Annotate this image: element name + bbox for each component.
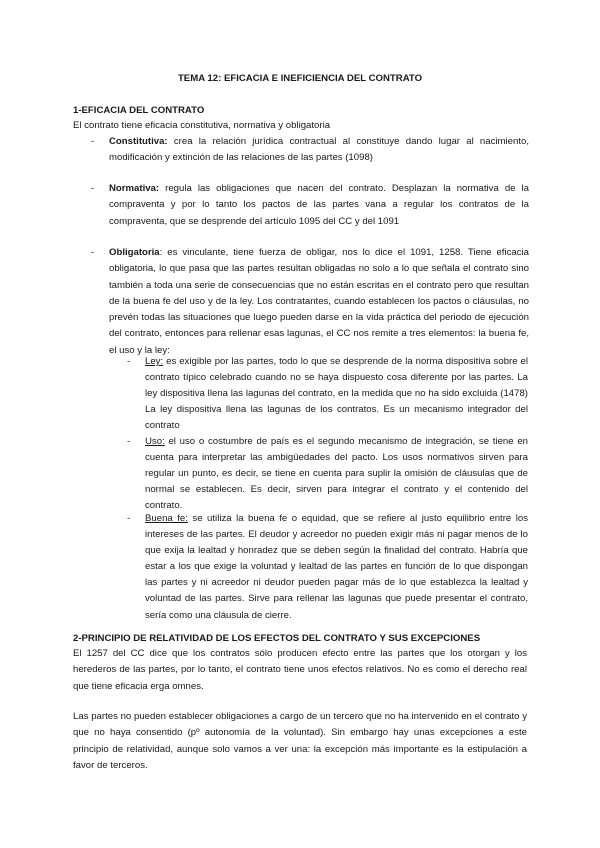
- bullet-dash: -: [91, 183, 95, 194]
- sub-bullet-dash: -: [127, 436, 131, 447]
- term-buena-fe: Buena fe:: [145, 513, 188, 524]
- section-1-heading: 1-EFICACIA DEL CONTRATO: [73, 105, 205, 116]
- sub-item-buena-fe: [145, 511, 528, 624]
- term-ley: Ley:: [145, 356, 164, 367]
- text-obligatoria: : es vinculante, tiene fuerza de obligar, nos lo dice el 1091, 1258. Tiene eficacia obligatoria, lo que pasa que las partes resultan obligadas no solo a lo que señala el contrato sino también a toda una serie de consecuencias que no están escritas en el contrato pero que resultan de la buena fe del uso y de la ley. Los contratantes, cuando establecen los pactos o cláusulas, no prevén todas las situaciones que luego pueden darse en la vida práctica del periodo de ejecución del contrato, entonces para rellenar esas lagunas, el CC nos remite a tres elementos: la buena fe, el uso y la ley:: [109, 247, 529, 356]
- term-normativa: Normativa:: [109, 183, 160, 194]
- text-uso: el uso o costumbre de país es el segundo mecanismo de integración, se tiene en cuenta para interpretar las ambigüedades del pacto. Los usos normativos sirven para regular un punto, es decir, se tiene en cuenta para suplir la omisión de cláusulas que de normal se establecen. Es decir, sirven para integrar el contrato y el contenido del contrato.: [145, 436, 528, 512]
- text-normativa: regula las obligaciones que nacen del contrato. Desplazan la normativa de la compraventa y por lo tanto los pactos de las partes vana a regular los contratos de la compraventa, que se desprende del artículo 1095 del CC y del 1091: [109, 183, 529, 227]
- sub-item-ley: [145, 354, 528, 434]
- term-obligatoria: Obligatoria: [109, 247, 160, 258]
- section-2-heading: 2-PRINCIPIO DE RELATIVIDAD DE LOS EFECTOS DEL CONTRATO Y SUS EXCEPCIONES: [73, 633, 481, 644]
- term-uso: Uso:: [145, 436, 165, 447]
- sub-bullet-dash: -: [127, 356, 131, 367]
- bullet-dash: -: [91, 247, 95, 258]
- list-item-constitutiva: [109, 134, 529, 167]
- bullet-dash: -: [91, 136, 95, 147]
- section-2-paragraph-1: El 1257 del CC dice que los contratos sólo producen efecto entre las partes que los otorgan y los herederos de las partes, por lo tanto, el contrato tiene unos efectos relativos. No es como el derecho real que tiene eficacia erga omnes.: [73, 648, 527, 692]
- list-item-obligatoria: [109, 245, 529, 359]
- sub-item-uso: [145, 434, 528, 514]
- section-2-paragraph-2: Las partes no pueden establecer obligaciones a cargo de un tercero que no ha intervenido en el contrato y que no haya consentido (pº autonomía de la voluntad). Sin embargo hay unas excepciones a este principio de relatividad, aunque solo vamos a ver una: la excepción más importante es la estipulación a favor de terceros.: [73, 711, 527, 771]
- text-constitutiva: crea la relación jurídica contractual al constituye dando lugar al nacimiento, modificación y extinción de las relaciones de las partes (1098): [109, 136, 529, 164]
- text-buena-fe: se utiliza la buena fe o equidad, que se refiere al justo equilibrio entre los intereses de las partes. El deudor y acreedor no pueden exigir más ni pagar menos de lo que exija la lealtad y honradez que se deben según la finalidad del contrato. Habría que estar a los que exige la voluntad y lealtad de las partes en función de lo que dispongan las partes y ni acreedor ni deudor pueden pagar más de lo que establezca la lealtad y voluntad de las partes. Sirve para rellenar las lagunas que puede presentar el contrato, sería como una cláusula de cierre.: [145, 513, 529, 621]
- term-constitutiva: Constitutiva:: [109, 136, 168, 147]
- text-ley: es exigible por las partes, todo lo que se desprende de la norma dispositiva sobre el contrato típico celebrado cuando no se haya dispuesto cosa diferente por las partes. La ley dispositiva llena las lagunas del contrato, en la medida que no ha sido excluida (1478) La ley dispositiva llena las lagunas de los contratos. Es un mecanismo integrador del contrato: [145, 356, 528, 432]
- document-title: TEMA 12: EFICACIA E INEFICIENCIA DEL CONTRATO: [177, 73, 423, 84]
- section-1-intro: El contrato tiene eficacia constitutiva, normativa y obligatoria: [73, 120, 331, 131]
- list-item-normativa: [109, 181, 529, 230]
- sub-bullet-dash: -: [127, 513, 131, 524]
